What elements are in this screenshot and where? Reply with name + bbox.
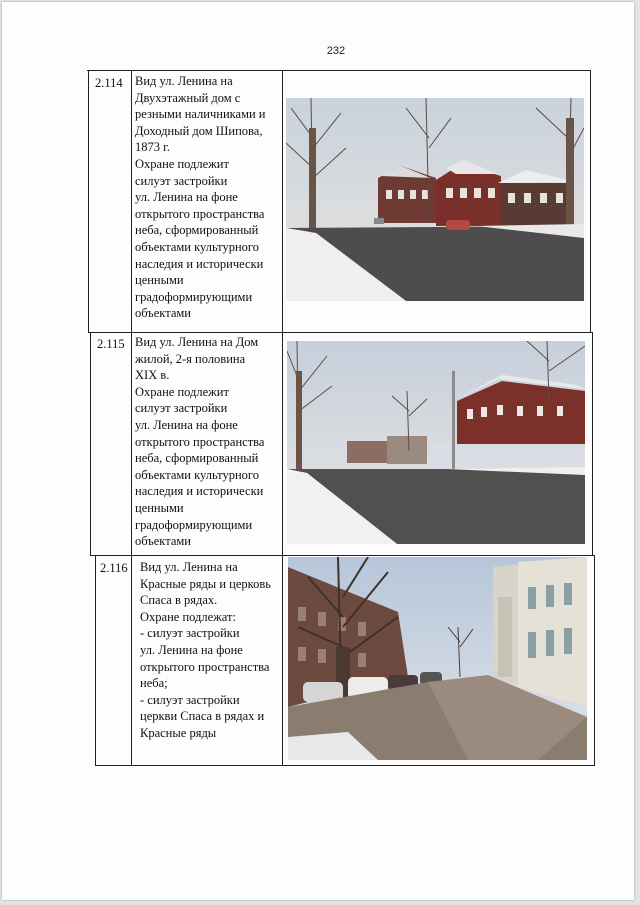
- page-number: 232: [326, 45, 346, 57]
- description-line: ценными: [135, 273, 184, 288]
- description-line: открытого пространства: [140, 659, 270, 674]
- description-line: Доходный дом Шипова,: [135, 123, 263, 138]
- table-divider-col1: [131, 70, 132, 765]
- description-line: Вид ул. Ленина на: [140, 560, 238, 574]
- description-line: XIX в.: [135, 368, 170, 383]
- description-line: градоформирующими: [135, 289, 253, 304]
- table-border-row2: [90, 555, 594, 556]
- description-line: объектами: [135, 534, 191, 549]
- table-border-right-2: [592, 332, 593, 555]
- table-border-left-2: [90, 332, 91, 555]
- description-line: градоформирующими: [135, 517, 253, 532]
- description-line: открытого пространства: [135, 434, 265, 449]
- description-line: Вид ул. Ленина на Дом: [135, 335, 259, 349]
- description-line: Вид ул. Ленина на: [135, 74, 233, 88]
- description-line: Охране подлежит: [135, 156, 229, 171]
- description-line: ул. Ленина на фоне: [135, 417, 238, 432]
- description-line: неба, сформированный: [135, 223, 259, 238]
- description-line: резными наличниками и: [135, 107, 266, 122]
- description-line: объектами культурного: [135, 239, 259, 254]
- description-line: силуэт застройки: [135, 173, 228, 188]
- row-description: [135, 73, 266, 322]
- description-line: объектами: [135, 306, 191, 321]
- row-number: 2.115: [97, 337, 125, 351]
- table-border-right: [590, 70, 591, 332]
- description-line: Спаса в рядах.: [140, 593, 218, 608]
- table-border-top: [87, 70, 591, 71]
- description-line: силуэт застройки: [135, 401, 228, 416]
- description-line: - силуэт застройки: [140, 692, 240, 707]
- description-line: жилой, 2-я половина: [135, 351, 246, 366]
- description-line: наследия и исторически: [135, 256, 264, 271]
- table-border-left: [88, 70, 89, 332]
- description-line: ул. Ленина на фоне: [140, 642, 243, 657]
- description-line: открытого пространства: [135, 206, 265, 221]
- table-border-left-3: [95, 555, 96, 765]
- row-number: 2.116: [100, 561, 128, 575]
- description-line: Двухэтажный дом с: [135, 90, 241, 105]
- row-number: 2.114: [95, 76, 123, 90]
- table-border-bottom: [95, 765, 595, 766]
- description-line: Красные ряды и церковь: [140, 576, 271, 591]
- description-line: Охране подлежат:: [140, 609, 236, 624]
- description-line: наследия и исторически: [135, 484, 264, 499]
- table-border-row1: [88, 332, 592, 333]
- description-line: неба, сформированный: [135, 451, 259, 466]
- description-line: объектами культурного: [135, 467, 259, 482]
- description-line: неба;: [140, 676, 168, 691]
- description-line: 1873 г.: [135, 140, 170, 155]
- row-description: [140, 559, 271, 742]
- description-line: церкви Спаса в рядах и: [140, 709, 265, 724]
- table-divider-col2: [282, 70, 283, 765]
- description-line: Красные ряды: [140, 725, 217, 740]
- description-line: ценными: [135, 500, 184, 515]
- street-photo-red-rows: [288, 557, 587, 760]
- table-border-right-3: [594, 555, 595, 765]
- description-line: ул. Ленина на фоне: [135, 190, 238, 205]
- description-line: - силуэт застройки: [140, 626, 240, 641]
- street-photo-wooden-houses: [286, 98, 584, 301]
- street-photo-brick-house: [287, 341, 585, 544]
- row-description: [135, 334, 264, 550]
- description-line: Охране подлежит: [135, 384, 229, 399]
